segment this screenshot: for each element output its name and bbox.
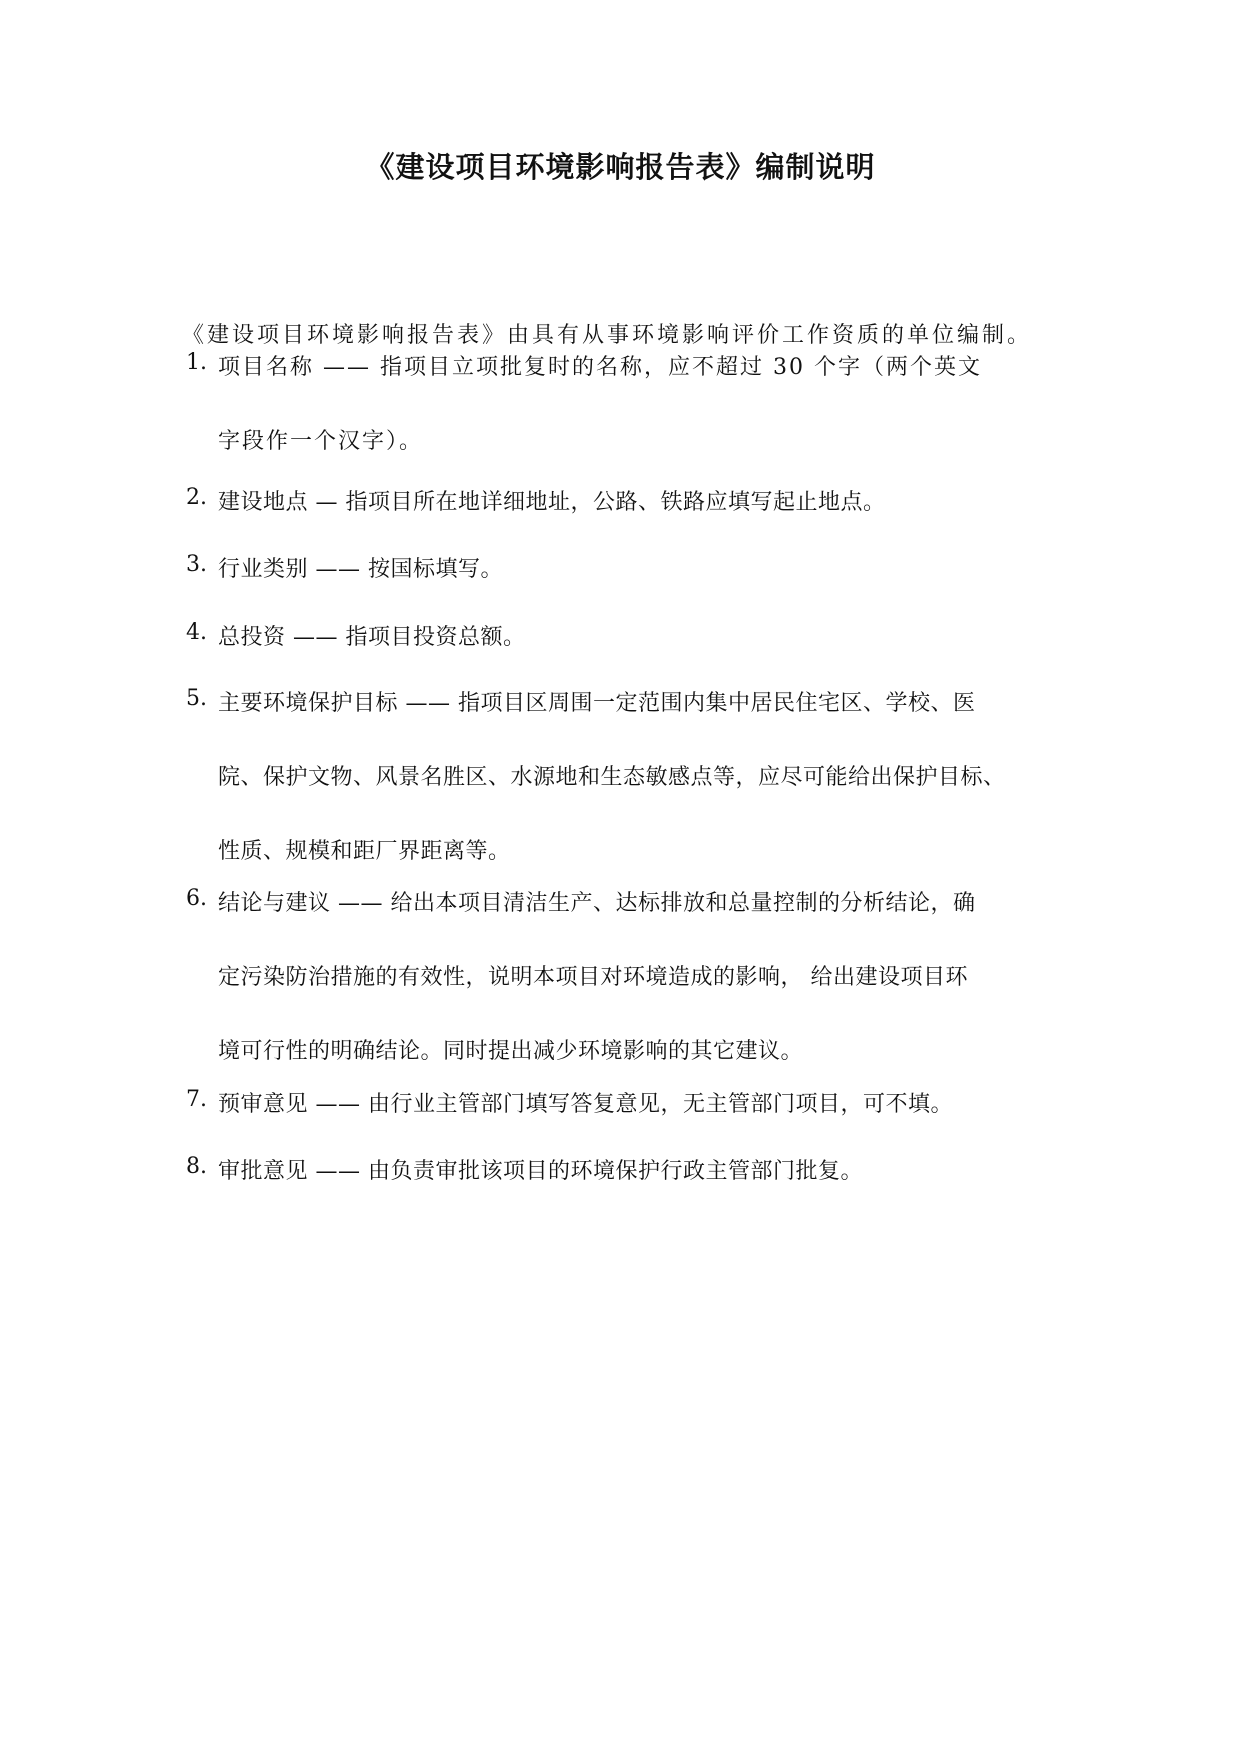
page-title: 《建设项目环境影响报告表》编制说明 <box>365 150 876 184</box>
item-number: 3. <box>186 552 207 577</box>
item-text: 总投资 —— 指项目投资总额。 <box>218 625 526 650</box>
item-text: 项目名称 —— 指项目立项批复时的名称，应不超过 30 个字（两个英文 <box>218 355 982 380</box>
item-text: 行业类别 —— 按国标填写。 <box>218 557 503 582</box>
item-number: 1. <box>186 350 207 375</box>
item-text: 字段作一个汉字）。 <box>218 429 424 454</box>
intro-paragraph: 《建设项目环境影响报告表》由具有从事环境影响评价工作资质的单位编制。 <box>182 323 1033 348</box>
item-text: 预审意见 —— 由行业主管部门填写答复意见，无主管部门项目，可不填。 <box>218 1092 953 1117</box>
item-number: 4. <box>186 620 207 645</box>
item-text: 院、保护文物、风景名胜区、水源地和生态敏感点等，应尽可能给出保护目标、 <box>218 765 1006 790</box>
item-number: 7. <box>186 1087 207 1112</box>
item-number: 6. <box>186 886 207 911</box>
item-text: 结论与建议 —— 给出本项目清洁生产、达标排放和总量控制的分析结论，确 <box>218 891 976 916</box>
item-number: 2. <box>186 485 207 510</box>
item-text: 定污染防治措施的有效性，说明本项目对环境造成的影响， 给出建设项目环 <box>218 965 968 990</box>
item-text: 审批意见 —— 由负责审批该项目的环境保护行政主管部门批复。 <box>218 1159 863 1184</box>
item-text: 建设地点 — 指项目所在地详细地址，公路、铁路应填写起止地点。 <box>218 490 886 515</box>
item-text: 主要环境保护目标 —— 指项目区周围一定范围内集中居民住宅区、学校、医 <box>218 691 976 716</box>
item-text: 境可行性的明确结论。同时提出减少环境影响的其它建议。 <box>218 1039 804 1064</box>
item-text: 性质、规模和距厂界距离等。 <box>218 839 511 864</box>
item-number: 5. <box>186 686 207 711</box>
item-number: 8. <box>186 1154 207 1179</box>
